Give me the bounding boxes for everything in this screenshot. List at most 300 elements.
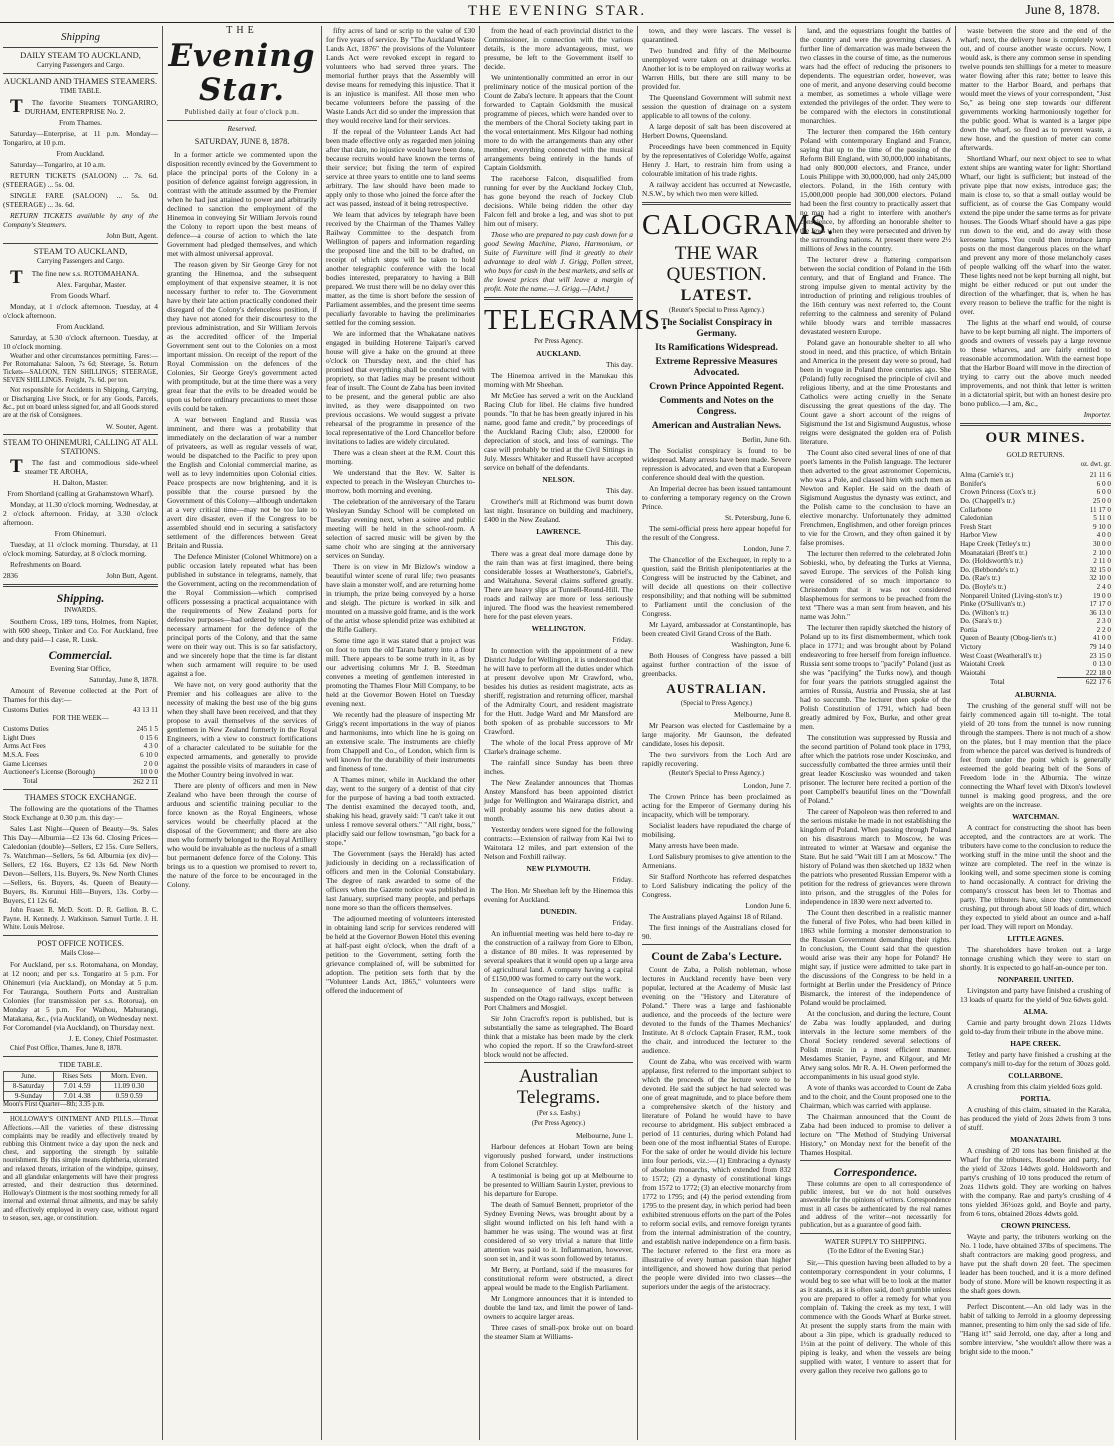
subheading: GOLD RETURNS. <box>1006 450 1065 459</box>
telegram-text: The Hinemoa arrived in the Manukau this morning with Mr Sheehan. <box>484 371 633 390</box>
headline-bullet: Its Ramifications Widespread. <box>655 343 778 354</box>
row-value: 41 0 0 <box>1093 634 1111 643</box>
table-row <box>960 540 1111 549</box>
cable-text: The two survivors from the Loch Ard are rapidly recovering. <box>642 750 791 769</box>
telegram-text: In consequence of land slips traffic is suspended on the Otago railways, except between Port Chalmers and Mosgiel. <box>484 985 633 1013</box>
row-value: 17 17 0 <box>1089 600 1111 609</box>
article-paragraph: The lecturer drew a flattering comparison between the social condition of Poland in the 16th century, and that of England and France. The strong impulse given to mental activity by the introduction of printing and religious troubles of the 16th century was next referred to, the Count referring to the calmness and serenity of Poland while bloody wars and terrible massacres devastated western Europe. <box>800 255 951 336</box>
section-heading-our-mines: OUR MINES. <box>985 430 1086 446</box>
row-value: 2 4 0 <box>1096 582 1111 591</box>
news-paragraph: The adjourned meeting of volunteers interested in obtaining land scrip for services rendered will be held at the Governor Bowen Hotel this evening at half-past eight o'clock, when the draft of a petition to the Government, setting forth the grievance complained of, will be submitted for adoption. The petition sets forth that by the "Volunteer Lands Act, 1865," volunteers were offered the inducement of <box>326 914 475 995</box>
mine-heading: HAPE CREEK. <box>1010 1039 1061 1049</box>
row-label: Light Dues <box>3 733 36 742</box>
dateline: This day. <box>605 538 633 548</box>
row-label: Do. (Rae's tr.) <box>960 574 1001 583</box>
table-row <box>960 652 1111 661</box>
subheading: Mails Close— <box>60 950 101 957</box>
article-paragraph: land, and the equestrians fought the battles of the country and were the governing classes. A further line of demarcation was made between the two classes in the course of time, as the numerous wars had the effect of reducing the prisoners to dependents. The equestrian order, however, was one of merit, and anyone deserving could become a member, as sometimes a whole village were extended the privileges of the order. They were to be compared with the electors in constitutional monarchies. <box>800 26 951 125</box>
row-value: 32 10 0 <box>1089 574 1111 583</box>
row-label: Do. (Bebbonde's tr.) <box>960 565 1018 574</box>
row-label: Do. (Sara's tr.) <box>960 617 1002 626</box>
article-text: The following are the quotations of the Thames Stock Exchange at 0.30 p.m. this day:— <box>3 804 158 823</box>
telegram-text: A testimonial is being got up at Melbourne to be presented to William Saurin Lyster, previous to his departure for Europe. <box>484 1170 633 1198</box>
table-row <box>960 574 1111 583</box>
dateline: London June 6. <box>745 900 791 910</box>
editorial-paragraph: The Defence Minister (Colonel Whitmore) on a public occasion lately repeated what has been published in substance in telegrams, namely, that the Government, acting on the recommendation of the Royal Commission—which comprised officers possessing a practical acquaintance with the requirements of New Zealand ports for defensive purposes—had ordered by telegraph the necessary armament for the defence of the principal ports of the Colony, and that the same were on their way out. This is so far satisfactory, and we sincerely hope that the time is far distant when such armament will require to be used against a foe. <box>167 552 317 679</box>
article-text: Southern Cross, 189 tons, Holmes, from Napier, with 600 sheep, Tinker and Co. For Auckland, free and duty paid—1 case, R. Lusk. <box>3 617 158 645</box>
cable-text: The Australians played Against 18 of Riland. <box>649 911 783 921</box>
column-7 <box>957 26 1114 1440</box>
table-column-header: oz. dwt. gr. <box>1080 461 1111 468</box>
news-paragraph: The celebration of the anniversary of the Tararu Wesleyan Sunday School will be completed on Tuesday evening next, when a soiree and public meeting will be held in the school-room. A selection of sacred music will be given by the same choir who are singing at the anniversary services on Sunday. <box>326 497 475 560</box>
telegram-text: The New Zealander announces that Thomas Anstey Mansford has been appointed district judge for Wellington and Wairarapa district, and will probably assume his new duties about a month. <box>484 778 633 824</box>
anecdote: Perfect Discontent.—An old lady was in the habit of talking to Jerrold in a gloomy depressing manner, presenting to him only the sad side of life. "Hang it!" said Jerrold, one day, after a long and sombre interview, "she wouldn't allow there was a bright side to the moon." <box>960 1302 1111 1357</box>
telegram-text: Mr Longmore announces that it is intended to double the land tax, and limit the power of land-owners to acquire larger areas. <box>484 1293 633 1321</box>
tide-note: Moon's First Quarter—8th; 3.35 p.m. <box>3 1101 105 1109</box>
place-heading: LAWRENCE. <box>536 527 581 537</box>
ad-subheading: From Auckland. <box>56 149 105 159</box>
gold-returns-total <box>960 677 1111 687</box>
mine-heading: NONPAREIL UNITED. <box>997 975 1074 985</box>
ad-text: T The fine new s.s. ROTOMAHANA. <box>10 266 139 288</box>
ad-text: Weather and other circumstances permitting. Fares:—Per Rotomahana: Saloon, 7s 6d; Steerage, 5s. Return Tickets—SALOON, TEN SHILLINGS; STEERAGE, SEVEN SHILLINGS. Freight, 7s. 6d. per ton. <box>3 352 158 385</box>
row-value: 5 11 0 <box>1093 514 1111 523</box>
row-value: 2 3 0 <box>1096 617 1111 626</box>
mine-report: A contract for constructing the shoot has been accepted, and the contractors are at work. The tributers have come to the conclusion to reduce the working stuff in the mine until the shoot and the winze are completed. The reef in the winze is looking well, and some specimen stone is coming to hand occasionally. A contract for driving the company's crosscut has been let to Thomas and party. The tributers have, since they commenced crushing, put through about 50 loads of dirt, which they expected to yield about an ounce and a-half per load. They will report on Monday. <box>960 823 1111 932</box>
row-label: Do. (Chappell's tr.) <box>960 496 1015 505</box>
row-label: Arms Act Fees <box>3 742 46 751</box>
column-2 <box>164 26 320 1440</box>
headline-bullet: Comments and Notes on the Congress. <box>659 396 774 418</box>
column-rule <box>162 26 163 1440</box>
telegram-text: Yesterday tenders were signed for the following contracts:—Extension of railway from Kai Iwi to Waitotara 12 miles, and part extension of the Nelson and Foxhill railway. <box>484 825 633 862</box>
place-heading: WELLINGTON. <box>531 624 586 634</box>
ad-text: Monday, at 11.30 o'clock morning. Wednesday, at 2 o'clock afternoon. Friday, at 3.30 o'clock afternoon. <box>3 500 158 528</box>
headline-bullet: American and Australian News. <box>651 421 782 432</box>
mine-report: The crushing of the general stuff will not be fairly commenced again till to-night. The total yield of 20 tons from the tunnel is now running through the stampers. There is not much of a show on the plates, but I may mention that the place from whence the parcel was derived is hundreds of feet from under the point which is generally esteemed the gold bearing belt of the Sons of Freedom lode in the Alburnia. The winze connecting the Wharf level with Dixon's lowlevel tunnel is making good progress, and the ore weights are on the increase. <box>960 701 1111 810</box>
row-value: 2 11 0 <box>1093 557 1111 566</box>
table-row <box>960 549 1111 558</box>
mine-heading: ALMA. <box>1023 1007 1048 1017</box>
article-paragraph: The career of Napoleon was then referred to and the serious mistake he made in not establishing the kingdom of Poland. When passing through Poland on his disastrous march to Moscow, he was intreated to winter at Warsaw and organise the State. But he said "Wait till I am at Moscow." The history of Poland was then sketched up 1832 when the patriots who presented Russian Emperor with a petition for the redress of grievances were thrown into prison, and the struggles of the Poles for independence in 1830 were next adverted to. <box>800 807 951 906</box>
dateline: Evening Star Office, <box>50 664 111 674</box>
dateline: Friday. <box>612 918 633 928</box>
dateline: Saturday, June 8, 1878. <box>89 675 158 685</box>
row-value: 2 10 0 <box>1093 548 1111 557</box>
row-value: 36 13 0 <box>1089 608 1111 617</box>
row-label: Do. (Wilton's tr.) <box>960 608 1009 617</box>
row-value: 2 0 0 <box>143 759 158 768</box>
table-row <box>3 760 158 769</box>
ad-text: Saturday, at 5.30 o'clock afternoon. Tuesday, at 10 o'clock morning. <box>3 332 158 351</box>
section-heading: Shipping <box>60 31 101 43</box>
row-value: 11 17 0 <box>1089 505 1111 514</box>
mine-heading: PORTIA. <box>1020 1094 1051 1104</box>
column-rule <box>321 26 322 1440</box>
headline-bullet: Extreme Repressive Measures Advocated. <box>655 357 778 379</box>
table-row <box>960 488 1111 497</box>
page-header <box>0 0 1114 23</box>
ad-text: Saturday—Tongariro, at 10 a.m. <box>10 160 106 170</box>
row-label: Hape Creek (Tetley's tr.) <box>960 539 1031 548</box>
row-label: Queen of Beauty (Obog-lien's tr.) <box>960 634 1057 643</box>
table-row <box>960 557 1111 566</box>
revenue-week-table <box>3 725 158 777</box>
table-row: Total 262 2 11 <box>23 777 158 786</box>
table-row <box>960 506 1111 515</box>
section-heading-australian: AUSTRALIAN. <box>666 681 767 697</box>
subheading: POST OFFICE NOTICES. <box>37 939 124 948</box>
masthead-the: THE <box>226 25 258 36</box>
row-value: 0 13 0 <box>1093 660 1111 669</box>
row-value: 79 14 0 <box>1089 643 1111 652</box>
row-label: Alma (Carnie's tr.) <box>960 471 1014 480</box>
cable-text: Both Houses of Congress have passed a bill against further contraction of the issue of greenbacks. <box>642 651 791 679</box>
ad-subheading: From Auckland. <box>56 321 105 331</box>
telegram-text: Sir John Cracroft's report is published, but is substantially the same as telegraphed. The Board think that a mistake has been made by the clerk who copied the report. If so the Crawford-street block would not be affected. <box>484 1014 633 1060</box>
mine-report: Tetley and party have finished a crushing at the company's mill to-day for the return of 30ozs gold. <box>960 1050 1111 1069</box>
cable-text: The first innings of the Australians closed for 90. <box>642 922 791 941</box>
cable-text: The Crown Prince has been proclaimed as acting for the Emperor of Germany during his incapacity, which will be temporary. <box>642 791 791 819</box>
news-paragraph: We recently had the pleasure of inspecting Mr Grigg's recent importations in the way of pianos and harmoniums, into which line he is going on an extensive scale. The instruments are chiefly from Chappell and Co., of London, which firm is well known for the durability of their instruments and fineness of tone. <box>326 710 475 773</box>
tide-table <box>3 1071 158 1101</box>
source-note: (Reuter's Special to Press Agency.) <box>669 770 764 778</box>
place-heading: NELSON. <box>542 475 575 485</box>
row-value: 32 15 0 <box>1089 565 1111 574</box>
letter-text: waste between the store and the end of the wharf; next, the delivery hose is completely worn out, and of course another waste occurs. Now, I would ask, is there any common sense in spending twelve pounds ten shillings for a meter to measure water flowing after this rate; better to leave this matter to the Harbor Board, and perhaps that would meet the views of your correspondent, "Just So," as being one step towards our different governments working harmoniously together for the public good. What is wanted is a larger pipe down the wharf, so fixed as to prevent waste, a new hose, and the question of meter can come afterwards. <box>960 26 1111 152</box>
table-row: 8-Saturday 7.01 4.59 11.09 0.30 <box>4 1082 158 1092</box>
news-paragraph: The Government (says the Herald) has acted judiciously in deciding on a reclassification of officers and men in the Colonial Constabulary. The degree of rank awarded to some of the officers when the Gazette notice was published in last January, surprised many people, and perhaps none more so than the officers themselves. <box>326 849 475 912</box>
mine-heading: CROWN PRINCESS. <box>1000 1221 1071 1231</box>
issue-date: June 8, 1878. <box>1025 3 1100 18</box>
mine-heading: ALBURNIA. <box>1014 690 1057 700</box>
column-4 <box>481 26 669 1440</box>
letter-text: Shortland Wharf, our next object to see to what extent ships are wanting water for light: Shortland Wharf, our light is sufficient; but instead of the private pipe that now exists, introduce gas; the main is close to, so that a small outlay would be sufficient, as of course the Gas Company would extend the pipe under the same terms as for private houses. The Goods Wharf should have a gas pipe run down to the end, and do away with those kerosene lamps. You could then introduce lamp posts on the most dangerous places on the wharf and prevent any more of those melancholy cases of people walking off the wharf into the water. These lights need not be kept burning all night, but might be either reduced or put out under the direction of the wharfinger, that is, when he has every reason to believe the traffic for the night is over. <box>960 154 1111 316</box>
row-label: Nonpareil United (Living-ston's tr.) <box>960 591 1062 600</box>
dateline: Chief Post Office, Thames, June 8, 1878. <box>10 1045 122 1053</box>
telegram-text: In connection with the appointment of a new District Judge for Wellington, it is understood that he will have to perform all the duties under which at present devolve upon Mr Crawford, who, besides his duties as resident magistrate, acts as sheriff, registration and returning officer, marshal of the Admiralty Court, and resident magistrate for the Hutt. Judge Ward and Mr Mansford are both spoken of as probable successors to Mr Crawford. <box>484 646 633 737</box>
row-label: Pinke (O'Sullivan's tr.) <box>960 600 1026 609</box>
dateline: Berlin, June 6th. <box>742 435 791 445</box>
advertisement-text: HOLLOWAY'S OINTMENT AND PILLS.—Throat Affections.—All the varieties of these distressing complaints may be readily and effectively treated by rubbing this Ointment twice a day upon the neck and chest, and supporting the strength by suitable nourishment. By this simple means diphtheria, ulcerated and relaxed throats, irritation of the windpipe, quinsey, and all glandular enlargements will have their progress arrested, and their destruction thus determined. Holloway's Ointment is the most soothing remedy for all internal and external throat ailments, and may be safely and effectively employed in every case, without regard to season, sex, age, or constitution. <box>3 1116 158 1222</box>
cable-text: Lord Salisbury promises to give attention to the Armenians. <box>642 851 791 870</box>
row-value: 4 3 0 <box>143 742 158 751</box>
table-row <box>960 609 1111 618</box>
dateline: St. Petersburg, June 6. <box>725 513 791 523</box>
article-paragraph: The Count also cited several lines of one of that poet's laments in the Polish language. The lecturer then adverted to the great astronomer Copernicus, who was a Pole, and classed him with such men as Newton and Kepler. He said on the death of Sigismund Augustus the dynasty was extinct, and the Polish came to the conclusion to have an elective monarchy. Unfortunately they admitted Frenchmen, Englishmen, and other foreign princes to vie for the Crown, and they often gained it by false promises. <box>800 448 951 547</box>
mine-report: A crushing from this claim yielded 6ozs gold. <box>967 1082 1103 1092</box>
row-value: 6 0 0 <box>1096 479 1111 488</box>
article-paragraph: The Chairman announced that the Count de Zaba had been induced to promise to deliver a lecture on "The Method of Studying Universal History," on Monday next for the benefit of the Thames Hospital. <box>800 1112 951 1157</box>
dateline: London, June 7. <box>743 544 791 554</box>
row-value: 4 0 0 <box>1096 531 1111 540</box>
source-note: (Special to Press Agency.) <box>680 700 753 708</box>
row-label: Victory <box>960 643 982 652</box>
ad-text: RETURN TICKETS (SALOON) ... 7s. 6d. (STEERAGE) ... 5s. 0d. <box>3 171 158 190</box>
source-note: Per Press Agency. <box>534 338 583 345</box>
subheading-war-question: THE WAR QUESTION. <box>666 243 767 285</box>
row-value: 25 0 0 <box>1093 496 1111 505</box>
row-label: Do. (Holdsworth's tr.) <box>960 557 1023 566</box>
column-1 <box>0 26 161 1440</box>
telegram-text: Mr Berry, at Portland, said if the measures for constitutional reform were obstructed, a direct appeal would be made to the English Parliament. <box>484 1264 633 1292</box>
ad-signature: John Butt, Agent. <box>106 231 158 241</box>
editorial-paragraph: We have not, on very good authority that the Premier and his colleagues are alive to the necessity of making the best use of the big guns when they shall have been received, and that they propose to avail themselves of the services of gentlemen in New Zealand formerly in the Royal Engineers, with a view to construct fortifications of a character calculated to be suitable for the expected armaments, and generally to provide against the possible visits of marauders in case of the Mother Country being involved in war. <box>167 680 317 780</box>
place-heading: NEW PLYMOUTH. <box>526 864 591 874</box>
row-label: Harbor View <box>960 531 998 540</box>
revenue-total <box>3 777 158 787</box>
subheading: TIDE TABLE. <box>58 1060 103 1070</box>
ad-subheading: TIME TABLE. <box>59 88 102 96</box>
cable-text: An Imperial decree has been issued tantamount to conferring a temporary regency on the Crown Prince. <box>642 484 791 512</box>
telegram-text: town, and they were lascars. The vessel is quarantined. <box>642 26 791 44</box>
row-label: Moanataiari (Brett's tr.) <box>960 548 1028 557</box>
article-paragraph: Count de Zaba, a Polish nobleman, whose lectures in Auckland recently have been very popular, lectured at the Academy of Music last evening on the "History and Literature of Poland." There was a large and fashionable audience, and the proceeds of the lecture were devoted to the funds of the Thames Mechanics' Institute. At 8 o'clock Captain Fraser, R.M., took the chair, and introduced the lecturer to the audience. <box>642 964 791 1055</box>
table-row <box>960 592 1111 601</box>
source-note: (Per Press Agency.) <box>531 1120 586 1128</box>
article-paragraph: Count de Zaba, who was received with warm applause, first referred to the important subject to which the proceeds of the lecture were to be devoted. He said the subject he had selected was one of great magnitude, and to place before them a comprehensive sketch of the history and literature of Poland he would have to have recourse to abridgment. His subject embraced a period of 11 centuries, during which Poland had been one of the most influential States of Europe. For the sake of order he would divide his lecture into four periods, viz.:—(1) Embracing a dynasty of absolute monarchs, which extended from 832 to 1572; (2) a dynasty of constitutional kings from 1572 to 1772; (3) an elective monarchy from 1772 to 1795; and (4) the period extending from 1795 to the present day, in which period had been exhibited strenuous efforts on the part of the Poles to reform social evils, and remove foreign tyrants from the internal administration of the country, and establish native independence on a firm basis. The lecturer referred to the first era more as illustrative of every human passion than higher intelligence, and showed how during that period the people were divided into two classes—the superiors under the aegis of the aristocracy. <box>642 1056 791 1291</box>
editorial-paragraph: In a former article we commented upon the disposition recently evinced by the Government to place the principal ports of the Colony in a position of defence against foreign aggression, in contrast with the attitude assumed by the Premier when he had just attained to power and arbitrarily declined to sanction the employment of the Hinemoa in conveying Sir William Jervois round the Colony to report upon the best means of defence—a course of action to which the late Government had pledged themselves, and which met with almost universal approval. <box>167 150 317 259</box>
news-paragraph: We are informed that the Whakatane natives engaged in building Hoterene Taipari's carved house will give a hake on the ground at three o'clock on Thursday next, and the chief has promised that everything shall be conducted with propriety, so that ladies may be present without fear of insult. The Count de Zaba has been invited to be present, and the general public are also invited, as they were disappointed on two previous occasions. We would suggest a private rehearsal of the programme in presence of the local representative of the Lord Chancellor before invitations to ladies are widely circulated. <box>326 329 475 446</box>
source-note: (Per s.s. Easby.) <box>536 1110 581 1118</box>
row-label: West Coast (Weatherall's tr.) <box>960 651 1042 660</box>
telegram-text: The whole of the local Press approve of Mr Clarke's drainage scheme. <box>484 738 633 757</box>
subheading-latest: LATEST. <box>680 287 753 304</box>
mine-report: Wayte and party, the tributers working on the No. 1 lode, have obtained 37lbs of specimens. The shaft contractors are making good progress, and have put the shaft down 20 feet. The specimen leader has been touched, and it is a more defined body of stone. More will be known respecting it as the shaft goes down. <box>960 1232 1111 1296</box>
telegram-text: An influential meeting was held here to-day re the construction of a railway from Gore to Elbon, a distance of 80 miles. It was represented by several speakers that it would open up a large area of agricultural land. A company having a capital of £150,000 was formed to carry out the work. <box>484 929 633 984</box>
row-value: 19 0 0 <box>1093 591 1111 600</box>
telegram-text: The death of Samuel Bennett, proprietor of the Sydney Evening News, was brought about by a slight wound inflicted on his left hand with a hammer he was using. The wound was at first considered of so very trivial a nature that little attention was paid to it. Inflammation, however, soon set in, and it was soon followed by tetanus. <box>484 1199 633 1263</box>
table-row <box>960 660 1111 669</box>
section-heading-calograms: CALOGRAMS. <box>642 210 835 241</box>
ad-subheading: From Ohinemuri. <box>54 529 107 539</box>
article-paragraph: Poland gave an honourable shelter to all who stood in need, and this practice, of which Britain and America in the present day were so proud, had been in vogue in Poland three centuries ago. She (Poland) fully recognised the principle of civil and religious liberty, and at the time Protestants and Catholics were acting cruelly in the Senate discussing the great questions of the day. The Count gave a short account of the reigns of Sigismund the 1st and Sigismund Augustus, whose reigns were designated the golden era of Polish literature. <box>800 338 951 446</box>
row-value: 222 18 0 <box>1085 668 1111 677</box>
table-row <box>960 566 1111 575</box>
dateline: Friday. <box>612 635 633 645</box>
ad-heading: STEAM TO AUCKLAND, <box>33 246 128 257</box>
editorial-paragraph: The reason given by Sir George Grey for not granting the Hinemoa, and the subsequent employment of that expensive steamer, it is not necessary further to refer to. The Government have by their late action practically condoned their disregard of the Colony's defenceless position, if they have not atoned for their discourtesy to the previous administration, and Sir William Jervois as the accredited officer of the Imperial Government sent out to the Colonies on a most important mission. On receipt of the report of the Royal Commission on the defences of the Colonies, Sir George Grey's government acted with promptitude, but at the time there was a very great fear that the evils to be dreaded would be upon us before ordinary precautions to meet those evils could be taken. <box>167 260 318 414</box>
row-value: 0 15 6 <box>140 733 158 742</box>
row-label: Fresh Start <box>960 522 992 531</box>
dateline: This day. <box>605 486 633 496</box>
mine-report: Livingston and party have finished a crushing of 13 loads of quartz for the yield of 9oz 6dwts gold. <box>960 986 1111 1005</box>
table-row: Customs Duties 43 13 11 <box>3 706 158 715</box>
telegram-text: The Hon. Mr Sheehan left by the Hinemoa this evening for Auckland. <box>484 886 633 905</box>
table-row <box>960 523 1111 532</box>
article-paragraph: The constitution was suppressed by Russia and the second partition of Poland took place in 1793, after which the patriots rose under Kosciusko, and successfully combatted the three armies until their great leader Kosciusko was wounded and taken prisoner. The lecturer here recited a portion of the poet Campbell's beautiful lines on the "Downfall of Poland." <box>800 733 951 805</box>
table-row <box>3 725 158 734</box>
article-paragraph: The lecturer then referred to the celebrated John Sobieski, who, by defeating the Turks at Vienna, saved Europe. The services of the Polish king were considered of so much importance to Christendom that it was not considered blasphemous for sermons to be preached from the text "There was a man sent from heaven, and his name was John." <box>800 549 951 621</box>
table-row <box>960 626 1111 635</box>
row-label: Crown Princess (Cox's tr.) <box>960 488 1036 497</box>
row-value: 6 10 0 <box>140 751 158 760</box>
section-heading-australian-telegrams: Australian Telegrams. <box>516 1066 601 1109</box>
ad-heading: STEAM TO OHINEMURI, CALLING AT ALL STATIONS. <box>3 438 158 457</box>
cable-text: Mr Layard, ambassador at Constantinople, has been created Civil Grand Cross of the Bath. <box>642 620 791 639</box>
letter-text: Sir,—This question having been alluded to by a contemporary correspondent in your columns, I would beg to see what will be to look at the matter as it stands, as it is often said, don't grumble unless you are prepared to offer a remedy for what you complain of. Taking the creek as my text, I will commence with the Goods Wharf at Burke street. At present the supply starts from the main with about a 3in pipe, which is gradually reduced to 1½in at the point of delivery. The whole of this piping is leaky, and when the vessels are being supplied with water, I venture to assert that for every gallon they receive two gallons go to <box>800 1258 951 1376</box>
revenue-today-table <box>3 706 158 715</box>
section-heading: Commercial. <box>48 648 113 663</box>
row-label: Waiotahi <box>960 668 986 677</box>
newspaper-title: THE EVENING STAR. <box>467 3 647 19</box>
cable-text: The Socialist conspiracy is found to be widespread. Many arrests have been made. Severe repression is advocated, and even that a European conference should deal with the question. <box>642 446 791 483</box>
article-paragraph: A vote of thanks was accorded to Count de Zaba and to the choir, and the Count proposed one to the Chairman, which was carried with applause. <box>800 1083 951 1110</box>
cable-text: Mr Pearson was elected for Castlemaine by a large majority. Mr Gaunson, the defeated candidate, loses his deposit. <box>642 721 791 749</box>
table-row <box>960 497 1111 506</box>
telegram-text: A railway accident has occurred at Newcastle, N.S.W., by which two men were killed. <box>642 180 791 198</box>
table-row <box>960 471 1111 480</box>
mine-heading: LITTLE AGNES. <box>1007 934 1064 944</box>
mine-report: A crushing of this claim, situated in the Karaka, has produced the yield of 2ozs 2dwts from 3 tons of stuff. <box>960 1105 1111 1133</box>
row-label: M.S.A. Fees <box>3 751 39 760</box>
dateline: This day. <box>605 360 633 370</box>
mine-report: Carnie and party brought down 21ozs 11dwts gold to-day from their tribute in the above mine. <box>960 1018 1111 1037</box>
dateline: Melbourne, June 8. <box>733 710 791 720</box>
cable-text: Sir Stafford Northcote has referred despatches to Lord Salisbury indicating the policy of the Congress. <box>642 871 791 899</box>
row-label: Waiotahi Creek <box>960 660 1005 669</box>
row-label: Auctioneer's License (Borough) <box>3 768 95 777</box>
telegram-text: Two hundred and fifty of the Melbourne unemployed were taken on at drainage works. Another lot is to be employed on railway works at Warren Hills, but there are still many to be provided for. <box>642 46 791 91</box>
ad-text: Tuesday, at 11 o'clock morning. Thursday, at 11 o'clock morning. Saturday, at 8 o'clock morning. <box>3 540 158 559</box>
place-heading: DUNEDIN. <box>540 907 577 917</box>
editorial-paragraph: There are plenty of officers and men in New Zealand who have been through the course of arduous and scientific training peculiar to the force known as the Royal Engineers, whose services would be cheerfully placed at the disposal of the Government; and there are also men who formerly belonged to the Royal Artillery who would be invaluable as the nucleus of a small but permanent defence force of the Colony. This brings us to a question we promised to revert to, the nature of the force to be encouraged in the Colony. <box>167 781 317 890</box>
telegram-text: Proceedings have been commenced in Equity by the representatives of Coleridge Wolfe, against Henry J. Hart, to restrain him from using a colourable imitation of his trade rights. <box>642 142 791 178</box>
masthead-note: Reserved. <box>227 124 257 134</box>
row-value: 21 11 6 <box>1089 471 1111 480</box>
ad-heading: AUCKLAND AND THAMES STEAMERS. <box>3 76 158 87</box>
ad-text: Monday, at 1 o'clock afternoon. Tuesday, at 4 o'clock afternoon. <box>3 301 158 320</box>
mine-report: A crushing of 20 tons has been finished at the Wharf for the tributers, Rosebone and party, for the yield of 32ozs 14dwts gold. Holdsworth and party's crushing of 10 tons produced the return of 2ozs 11dwts gold. They are working on halves with the company. Rae and party's crushing of 4 tons yielded 36½ozs gold, and Boyle and party, from 6 tons, obtained 20ozs 4dwts gold. <box>960 1146 1111 1219</box>
row-label: Portia <box>960 625 978 634</box>
telegram-text: The Queensland Government will submit next session the question of drainage on a system applicable to all towns of the colony. <box>642 93 791 120</box>
table-row: June. Rises Sets Morn. Even. <box>4 1072 158 1082</box>
ad-signature: J. E. Coney, Chief Postmaster. <box>68 1034 158 1044</box>
gold-returns-table <box>960 471 1111 677</box>
news-paragraph: There was a clean sheet at the R.M. Court this morning. <box>326 448 475 466</box>
row-label: Customs Duties <box>3 725 49 734</box>
ad-text: Saturday—Enterprise, at 11 p.m. Monday—Tongariro, at 10 p.m. <box>3 129 158 148</box>
article-paragraph: The lecturer then rapidly sketched the history of Poland up to its first dismemberment, which took place in 1771; and was brought about by Poland endeavoring to free herself from foreign influence. Russia sent some troops to "pacify" Poland (just as she was "pacifying" the Turks now), and though for four years the patriots struggled against the armies of Russia, Austria and Prussia, she at last had to succumb. The lecturer then spoke of the Polish Constitution of 1791, which had been greatly admired by Fox, Burke, and other great men. <box>800 623 951 731</box>
ad-text: T The fast and commodious side-wheel steamer TE AROHA, <box>10 456 158 478</box>
column-rule <box>479 26 480 1440</box>
table-row <box>960 514 1111 523</box>
ad-text: SINGLE FARE (SALOON) ... 5s. 0d. (STEERAGE) ... 3s. 6d. <box>3 191 158 210</box>
ad-text: Alex. Farquhar, Master. <box>56 279 127 289</box>
article-paragraph: The lecturer then compared the 16th century Poland with contemporary England and France, saying that up to the time of the passing of the Reform Bill England, with 30,000,000 inhabitants, had only 800,000 electors, and France, under Louis Philippe with 30,000,000, had only 245,000 electors. Poland, in the 16th century with 15,000,000 people had 300,000 electors. Poland had been the first country to practically assert that no man had a right to interfere with another's conscience, by affording an honorable shelter to the Jews when they were persecuted and driven by the surrounding nations. At present there were 2½ millions of Jews in the country. <box>800 127 951 253</box>
ad-text: T The favorite Steamers TONGARIRO, DURHAM, ENTERPRISE No. 2. <box>10 96 158 118</box>
cable-text: Socialist leaders have repudiated the charge of mobilising. <box>642 820 791 839</box>
letter-text: The lights at the wharf end would, of course have to be kept burning all night. The importers of goods and owners of vessels pay a large revenue to these wharves, and are fairly entitled to reasonable accommodation. With the earnest hope that the Harbor Board will move in the direction of trying to carry out the above much needed improvements, and not think that letter is written in a dictatorial spirit, but with an honest desire pro bono publico.—I am, &c., <box>960 318 1111 408</box>
ad-signature: W. Souter, Agent. <box>105 422 158 432</box>
news-paragraph: If the repeal of the Volunteer Lands Act had been made effective only as regarded men joining after that date, no injustice would have been done, because recruits would have known the terms of their service; but fixing the term of expired service at three years to entitle one to land seems arbitrary. The law should have been made to apply only to those who joined the force after the act was passed, instead of it being retrospective. <box>326 127 475 208</box>
ad-signature: 2836 John Butt, Agent. <box>3 571 158 581</box>
row-value: 2 2 0 <box>1096 625 1111 634</box>
row-label: Game Licenses <box>3 759 48 768</box>
section-heading: Shipping. <box>56 591 105 606</box>
telegram-text: Mr McGee has served a writ on the Auckland Racing Club for libel. He claims five hundred pounds. "In that he has been greatly injured in his name, good fame and credit," by proceedings of the Auckland Racing Club; also, £20000 for depreciation of stock, and loss of earnings. The case will probably be tried at the Civil Sittings in July. Messrs Whitaker and Russell have accepted service on behalf of the defendants. <box>484 391 633 473</box>
telegram-text: Three cases of small-pox broke out on board the steamer Siam at Williams- <box>484 1322 633 1341</box>
dateline: Friday. <box>612 875 633 885</box>
letter-heading: WATER SUPPLY TO SHIPPING. <box>824 1237 927 1247</box>
headline-bullet: The Socialist Conspiracy in Germany. <box>660 318 773 340</box>
ad-subheading: From Goods Wharf. <box>50 290 111 300</box>
table-row <box>960 583 1111 592</box>
advertisement-text: Those who are prepared to pay cash down for a good Sewing Machine, Piano, Harmonium, or Suite of Furniture will find it greatly to their advantage to deal with J. Grigg, Pollen street, who buys for cash in the best markets, and sells at the lowest prices that will leave a margin of profit. Note the name.—J. Grigg.—[Advt.] <box>484 230 633 293</box>
column-5 <box>639 26 835 1440</box>
subheading: THAMES STOCK EXCHANGE. <box>24 793 137 803</box>
telegram-text: Crowther's mill at Richmond was burnt down last night. Insurance on building and machinery, £400 in the New Zealand. <box>484 497 633 525</box>
row-label: Collarbone <box>960 505 992 514</box>
article-paragraph: The Count then described in a realistic manner the funeral of five Poles, who had been killed in 1863 while forming a monster demonstration to the Russian Government demanding their rights. In conclusion, the Count said that the question would arise was their any hope for Poland? He might say, if justice were admitted to take part in the discussions of the Congress to be held in a fortnight at Berlin under the Presidency of Prince Bismarck, the interest of the independence of Poland would be proclaimed. <box>800 908 951 1007</box>
subheading: FOR THE WEEK— <box>52 715 109 723</box>
ad-subheading: From Thames. <box>59 118 102 128</box>
ad-text: RETURN TICKETS available by any of the Company's Steamers. <box>3 211 158 230</box>
editorial-paragraph: A war between England and Russia was imminent, and there was a probability that immediately on the declaration of war a number of privateers, as well as regular vessels of war, would be dispatched to the Pacific to prey upon the English and Colonial commercial marine, as well as to levy indemnities upon Colonial cities. Peace prospects are now brightening, and it is possible that the course pursued by the Government of this Colony—although undertaken at a very critical time—may not be too late to avert dire disaster, even if the Congress to be assembled should end in securing a satisfactory settlement of the differences between Great Britain and Russia. <box>167 415 317 551</box>
mine-heading: MOANATAIRI. <box>1010 1135 1061 1145</box>
row-value: 6 0 0 <box>1096 488 1111 497</box>
ad-subheading: Carrying Passengers and Cargo. <box>36 258 125 266</box>
letter-address: (To the Editor of the Evening Star.) <box>827 1248 924 1256</box>
dateline: London, June 7. <box>743 780 791 790</box>
row-value: 23 15 0 <box>1089 651 1111 660</box>
row-value: 9 10 0 <box>1093 522 1111 531</box>
news-paragraph: There is on view in Mr Bizlow's window a beautiful winter scene of rural life; two peasants have slain a monster wolf, and are returning home in triumph, the prize being conveyed by a horse and sleigh. The picture is worked in silk and mounted on a massive gold frame, and is the work of the artist whose splendid prize was exhibited at the Rifle Gallery. <box>326 562 476 634</box>
ad-text: Not responsible for Accidents in Shipping, Carrying, or Discharging Live Stock, or for any Goods, Parcels, &c., put on board unless signed for, and all Goods stored are at the risk of Consignees. <box>3 387 158 420</box>
news-paragraph: from the head of each provincial district to the Commissioner, in connection with the various details, is the more advantageous, must, we presume, be left to the Government itself to decide. <box>484 26 633 71</box>
ad-subheading: From Shortland (calling at Grahamstown Wharf). <box>7 489 154 499</box>
column-rule <box>955 26 956 1440</box>
table-row <box>960 643 1111 652</box>
ad-text: H. Dalton, Master. <box>53 478 108 488</box>
ad-heading: DAILY STEAM TO AUCKLAND, <box>20 50 141 60</box>
table-row <box>3 734 158 743</box>
telegram-text: A large deposit of salt has been discovered at Herbert Downs, Queensland. <box>642 122 791 140</box>
news-paragraph: We unintentionally committed an error in our preliminary notice of the musical portion of the Count de Zaba's lecture. It appears that the Count forwarded to Captain Goldsmith the musical programme of pieces, which were handed over to the members of the Choral Society taking part in the vocal entertainment. Mrs Kilgour had nothing more to do with the arrangements than any other member, everything connected with the musical arrangements being entirely in the hands of Captain Goldsmith. <box>484 73 633 172</box>
row-value: 10 0 0 <box>140 768 158 777</box>
article-paragraph: At the conclusion, and during the lecture, Count de Zaba was loudly applauded, and during intervals in the lecture some members of the Choral Society rendered several selections of Polish music in a most efficient manner. Mesdames Stanier, Payne, and Kilgour, and Mr Atwy sang solos. Mr R. A. H. Owen performed the accompaniments in his usual good style. <box>800 1009 951 1081</box>
column-rule <box>637 26 638 1440</box>
table-row <box>960 634 1111 643</box>
table-row <box>960 480 1111 489</box>
dateline: Melbourne, June 1. <box>575 1130 633 1140</box>
source-note: (Reuter's Special to Press Agency.) <box>669 307 764 314</box>
section-heading-correspondence: Correspondence. <box>833 1165 918 1179</box>
subheading: INWARDS. <box>64 607 97 615</box>
section-heading-zaba-lecture: Count de Zaba's Lecture. <box>651 948 782 963</box>
news-paragraph: The racehorse Falcon, disqualified from running for ever by the Auckland Jockey Club, has gone beyond the reach of Jockey Club decisions. While being ridden the other day Falcon fell and broke a leg, and was shot to put him out of misery. <box>484 174 633 228</box>
headline-bullet: Crown Prince Appointed Regent. <box>649 382 784 393</box>
table-row <box>960 669 1111 678</box>
row-label: Caledonian <box>960 514 993 523</box>
table-row <box>3 768 158 777</box>
table-row <box>3 742 158 751</box>
telegram-text: Harbour defences at Hobart Town are being vigorously pushed forward, under instructions from Colonel Scratchley. <box>484 1141 633 1169</box>
ad-subheading: Carrying Passengers and Cargo. <box>36 62 125 69</box>
article-text: For Auckland, per s.s. Rotomahana, on Monday, at 12 noon; and per s.s. Tongariro at 5 p.m. For Ohinemuri (via Auckland), on Monday at 5 p.m. For Tauranga, Southern Ports and Australian Colonies (for transmission per s.s. Rotorua), on Monday at 5 p.m. For Waihou, Mahurangi, Matakana, &c., (via Auckland), on Wednesday next. For Coromandel (via Auckland), on Thursday next. <box>3 960 158 1033</box>
cable-text: The semi-official press here appear hopeful for the result of the Congress. <box>642 524 791 543</box>
table-row <box>960 617 1111 626</box>
article-text: Sales Last Night—Queen of Beauty—9s. Sales This Day—Alburnia—£2 13s 6d. Closing Prices—Caledonian (double)—Sellers, £2 15s. Cure Sellers, 7s. Watchman—Sellers, 5s 6d. Alburnia (ex div)—Sellers, £2 16s. Buyers, £2 13s 6d. New North Devon—Sellers, 11s. Buyers, 9s. New North Clunes—Sellers, 6s. Buyers, 4s. Queen of Beauty—Buyers, 8s. Kurunui Hill—Buyers, 13s. Corby—Buyers, £1 12s 6d. <box>3 824 158 906</box>
mine-heading: WATCHMAN. <box>1012 812 1059 822</box>
mine-heading: COLLARBONE. <box>1008 1071 1063 1081</box>
section-heading-telegrams: TELEGRAMS. <box>484 305 669 336</box>
ad-text: Refreshments on Board. <box>10 560 82 570</box>
row-label: Bonifer's <box>960 479 987 488</box>
editorial-note: These columns are open to all correspondence of public interest, but we do not hold ourselves answerable for the opinions of writers. Correspondence must in all cases be authenticated by the real names and address of the writer—not necessarily for publication, but as a guarantee of good faith. <box>800 1181 951 1230</box>
editorial-dateline: SATURDAY, JUNE 8, 1878. <box>194 137 290 147</box>
telegram-text: The rainfall since Sunday has been three inches. <box>484 758 633 777</box>
